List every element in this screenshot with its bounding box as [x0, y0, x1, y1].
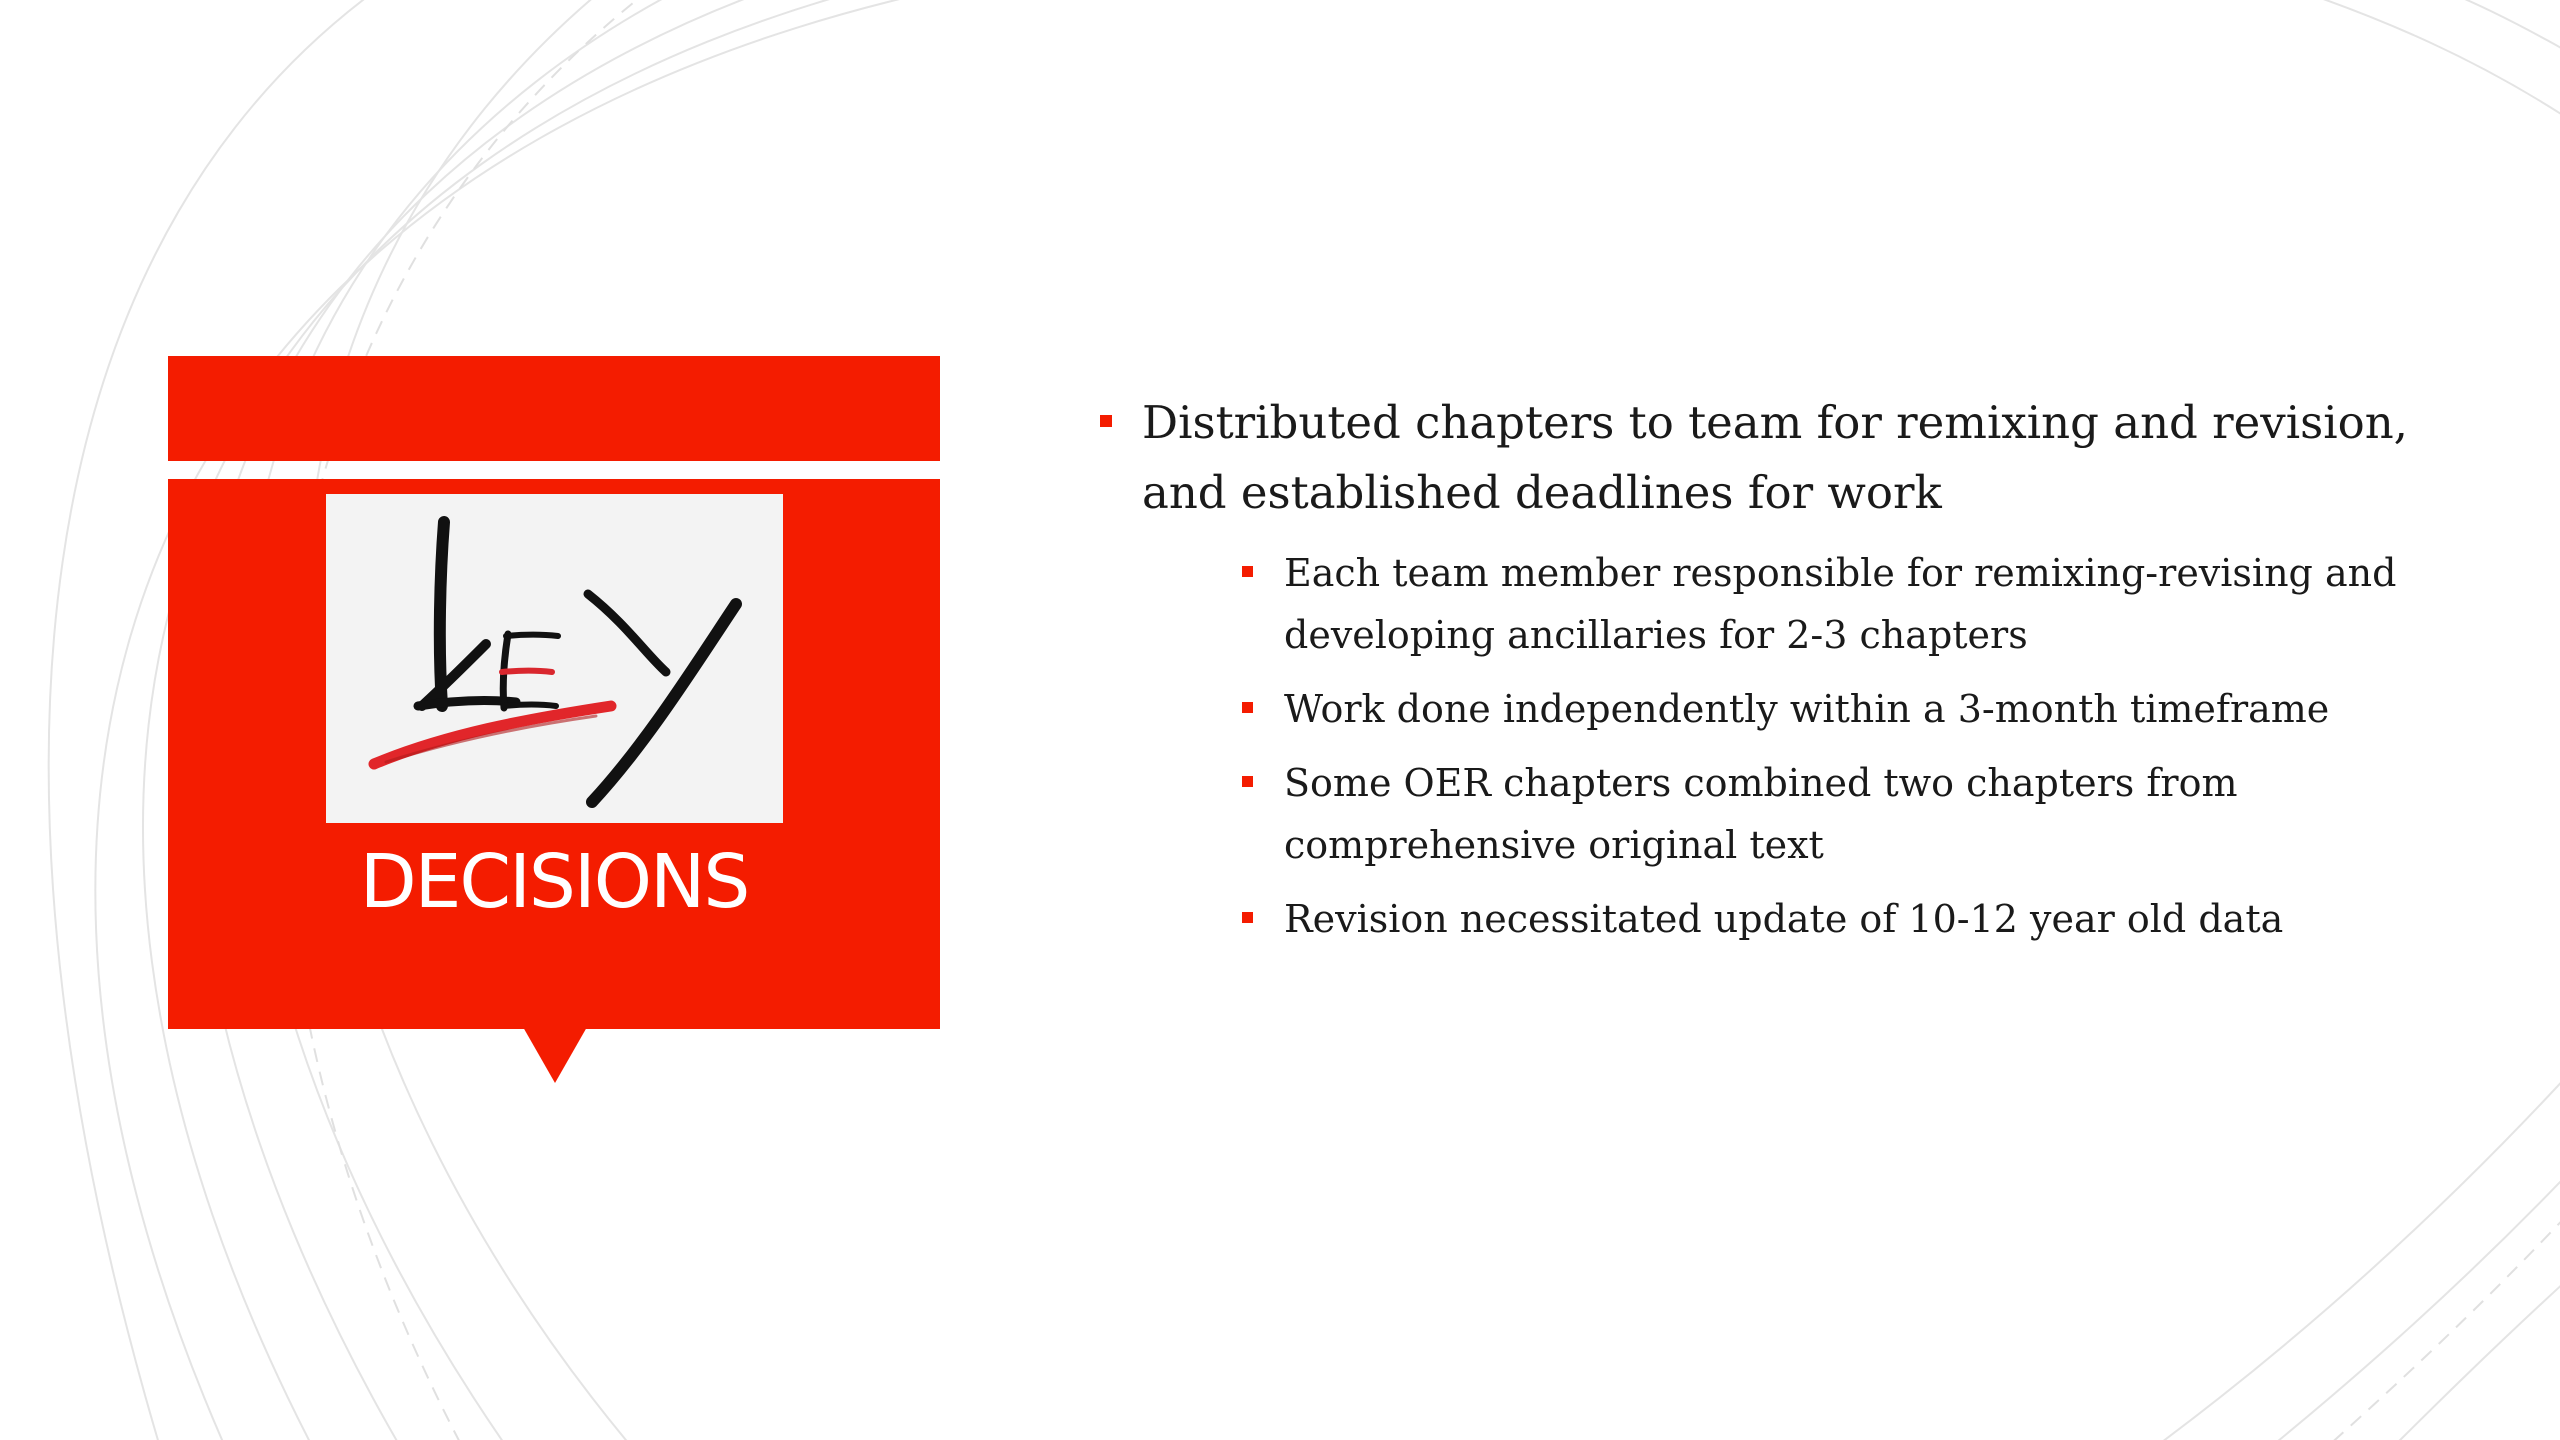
sub-bullet-text: Work done independently within a 3-month timeframe: [1284, 687, 2330, 731]
title-accent-bar: [168, 356, 940, 461]
bullet-item: [1094, 388, 2504, 950]
panel-title: DECISIONS: [359, 839, 749, 925]
bullet-text: Distributed chapters to team for remixing and revision, and established deadlines for work: [1142, 396, 2408, 519]
sub-bullet-text: Each team member responsible for remixing-revising and developing ancillaries for 2-3 chapters: [1284, 551, 2397, 657]
sub-bullet-text: Some OER chapters combined two chapters from comprehensive original text: [1284, 761, 2238, 867]
bullet-marker: [1100, 415, 1112, 427]
bullet-marker: [1242, 912, 1253, 923]
key-handwritten-image: [326, 494, 783, 823]
bullet-marker: [1242, 702, 1253, 713]
sub-bullet-item: [1238, 542, 2504, 666]
bullet-list: [1094, 388, 2504, 950]
sub-bullet-list: [1142, 542, 2504, 950]
sub-bullet-item: [1238, 752, 2504, 876]
sub-bullet-item: [1238, 678, 2504, 740]
bullet-marker: [1242, 776, 1253, 787]
callout-pointer: [523, 1027, 587, 1083]
bullet-content: [1094, 388, 2504, 962]
bullet-marker: [1242, 566, 1253, 577]
key-brush-lettering: [326, 494, 783, 823]
sub-bullet-item: [1238, 888, 2504, 950]
sub-bullet-text: Revision necessitated update of 10-12 year old data: [1284, 897, 2284, 941]
